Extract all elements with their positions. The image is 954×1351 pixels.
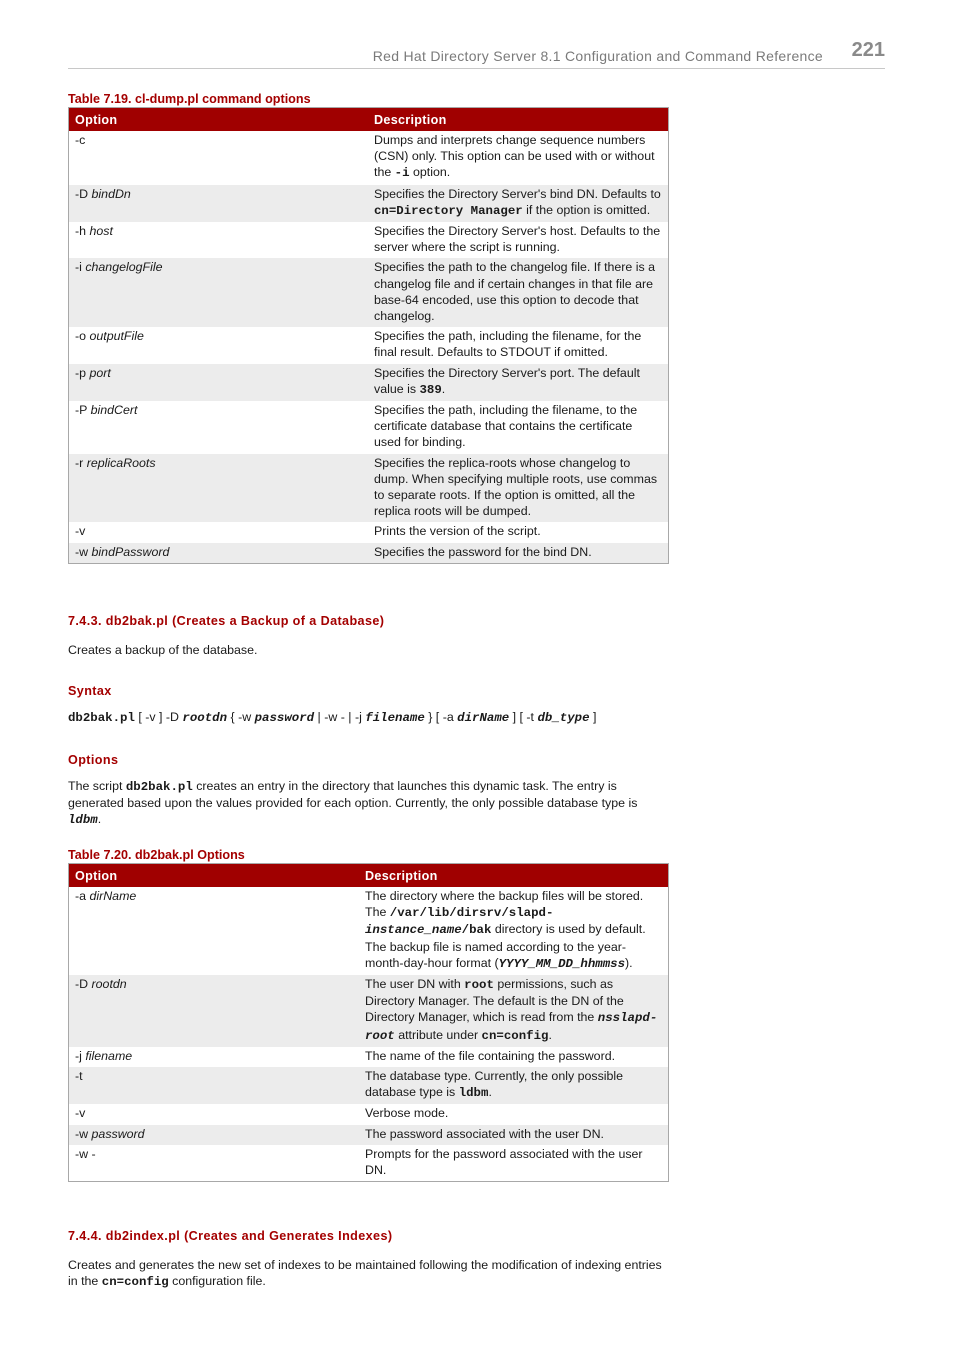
description-cell — [368, 401, 669, 454]
db2bak-options-table — [68, 863, 669, 1182]
option-flag: -w — [75, 544, 92, 559]
description-cell — [368, 454, 669, 523]
option-cell — [69, 1145, 360, 1182]
inline-code: /bak — [461, 923, 492, 938]
table-row — [69, 327, 669, 363]
option-argument: bindDn — [91, 186, 131, 201]
description-cell — [368, 258, 669, 327]
table-header-row — [69, 108, 669, 132]
option-flag: -o — [75, 329, 90, 344]
description-text: Prints the version of the script. — [374, 524, 541, 539]
option-cell — [69, 975, 360, 1047]
table-body — [69, 131, 669, 563]
description-cell — [359, 887, 669, 975]
table-caption: Table 7.20. db2bak.pl Options — [68, 848, 245, 862]
syntax-text: | -w - | -j — [314, 710, 366, 724]
option-argument: filename — [85, 1048, 133, 1063]
description-cell — [368, 543, 669, 564]
column-header-option: Option — [69, 108, 369, 132]
option-flag: -D — [75, 186, 92, 201]
table-row — [69, 258, 669, 327]
column-header-description: Description — [359, 864, 669, 888]
page-number: 221 — [851, 39, 885, 61]
option-cell — [69, 401, 369, 454]
description-cell — [368, 185, 669, 222]
syntax-arg: rootdn — [182, 711, 228, 725]
option-argument: changelogFile — [85, 260, 163, 275]
description-text: Specifies the password for the bind DN. — [374, 544, 592, 559]
table-row — [69, 975, 669, 1047]
description-text: directory is used by default. The backup file is named according to the year-month-day-hour format ( — [365, 922, 646, 970]
paragraph-text: The script — [68, 779, 126, 793]
option-cell — [69, 1047, 360, 1067]
options-heading: Options — [68, 753, 119, 767]
description-cell — [368, 131, 669, 185]
paragraph-text: Creates and generates the new set of indexes to be maintained following the modification of indexing entries in the — [68, 1258, 662, 1289]
option-argument: replicaRoots — [86, 455, 156, 470]
table-row — [69, 1047, 669, 1067]
inline-code: 389 — [419, 382, 442, 397]
description-text: Specifies the path, including the filename, for the final result. Defaults to STDOUT if omitted. — [374, 329, 642, 360]
table-body — [69, 887, 669, 1182]
option-argument: outputFile — [89, 329, 144, 344]
option-cell — [69, 1104, 360, 1124]
option-cell — [69, 364, 369, 401]
description-text: The user DN with — [365, 977, 465, 992]
option-cell — [69, 185, 369, 222]
description-cell — [359, 1067, 669, 1104]
option-flag: -v — [75, 524, 86, 539]
option-cell — [69, 222, 369, 258]
description-cell — [368, 522, 669, 542]
description-cell — [368, 327, 669, 363]
option-cell — [69, 327, 369, 363]
description-text: attribute under — [394, 1027, 482, 1042]
option-flag: -i — [75, 260, 86, 275]
inline-code: db2bak.pl — [125, 780, 193, 794]
syntax-line — [68, 709, 678, 726]
inline-code: cn=config — [481, 1028, 549, 1043]
inline-value: ldbm — [68, 813, 98, 828]
description-text: Prompts for the password associated with the user DN. — [365, 1146, 643, 1178]
option-argument: port — [89, 365, 111, 380]
description-cell — [359, 1125, 669, 1145]
description-text: . — [488, 1085, 492, 1100]
option-cell — [69, 1067, 360, 1104]
option-cell — [69, 258, 369, 327]
table-row — [69, 522, 669, 542]
table-row — [69, 1104, 669, 1124]
description-cell — [368, 222, 669, 258]
option-flag: -D — [75, 977, 92, 992]
option-cell — [69, 454, 369, 523]
column-header-description: Description — [368, 108, 669, 132]
description-cell — [359, 975, 669, 1047]
column-header-option: Option — [69, 864, 360, 888]
inline-code: root — [464, 978, 494, 993]
description-text: The password associated with the user DN. — [365, 1126, 604, 1141]
option-flag: -c — [75, 133, 86, 147]
description-text: Specifies the path to the changelog file. If there is a changelog file and if certain changes in that file are base-64 encoded, use this option to decode that changelog. — [374, 260, 656, 324]
option-argument: bindCert — [90, 403, 138, 418]
syntax-arg: dirName — [457, 711, 510, 725]
option-flag: -r — [75, 455, 87, 470]
option-flag: -a — [75, 889, 90, 903]
table-row — [69, 454, 669, 523]
section-paragraph — [68, 1257, 668, 1290]
syntax-text: } [ -a — [424, 710, 458, 724]
table-row — [69, 364, 669, 401]
description-text: Verbose mode. — [365, 1106, 449, 1121]
description-text: permissions, such as Directory Manager. The default is the DN of the Directory Manager, which is read from the — [365, 977, 624, 1025]
syntax-text: [ -v ] -D — [134, 710, 183, 724]
option-cell — [69, 887, 360, 975]
inline-code: cn=Directory Manager — [374, 203, 523, 218]
paragraph-text: creates an entry in the directory that launches this dynamic task. The entry is generated based upon the values provided for each option. Currently, the only possible database type is — [68, 779, 638, 811]
table-row — [69, 1125, 669, 1145]
command-name: db2bak.pl — [68, 711, 135, 725]
cl-dump-options-table — [68, 107, 669, 564]
table-row — [69, 185, 669, 222]
table-row — [69, 543, 669, 564]
description-cell — [359, 1047, 669, 1067]
paragraph-text: . — [97, 812, 102, 827]
table-row — [69, 131, 669, 185]
option-flag: -t — [75, 1069, 83, 1084]
syntax-text: ] [ -t — [509, 710, 538, 724]
syntax-arg: db_type — [537, 711, 590, 725]
syntax-arg: filename — [365, 711, 425, 725]
option-argument: bindPassword — [91, 544, 170, 559]
inline-value: YYYY_MM_DD_hhmmss — [498, 956, 625, 971]
description-text: . — [548, 1027, 552, 1042]
description-cell — [359, 1145, 669, 1182]
option-argument: host — [89, 224, 113, 239]
description-text: The database type. Currently, the only possible database type is — [365, 1069, 624, 1100]
description-cell — [368, 364, 669, 401]
description-text: Specifies the Directory Server's host. Defaults to the server where the script is running. — [374, 224, 661, 255]
description-text: The name of the file containing the password. — [365, 1048, 616, 1063]
inline-code: ldbm — [458, 1086, 489, 1101]
table-row — [69, 1145, 669, 1182]
section-heading: 7.4.3. db2bak.pl (Creates a Backup of a Database) — [68, 614, 385, 628]
syntax-text: { -w — [227, 710, 255, 724]
option-cell — [69, 131, 369, 185]
description-text: ). — [625, 955, 633, 970]
inline-code: /var/lib/dirsrv/slapd- — [389, 906, 554, 921]
syntax-heading: Syntax — [68, 684, 112, 698]
inline-value: nsslapd-root — [365, 1011, 658, 1043]
option-argument: dirName — [89, 889, 137, 903]
description-text: Dumps and interprets change sequence numbers (CSN) only. This option can be used with or without the — [374, 133, 655, 180]
table-row — [69, 887, 669, 975]
option-cell — [69, 1125, 360, 1145]
description-cell — [359, 1104, 669, 1124]
description-text: Specifies the Directory Server's port. The default value is — [374, 365, 640, 396]
inline-code: cn=config — [101, 1275, 169, 1290]
option-flag: -v — [75, 1106, 86, 1121]
option-cell — [69, 522, 369, 542]
description-text: if the option is omitted. — [522, 202, 651, 217]
option-argument: password — [91, 1126, 145, 1141]
description-text: Specifies the path, including the filename, to the certificate database that contains the certificate used for binding. — [374, 403, 638, 450]
option-flag: -p — [75, 365, 90, 380]
option-flag: -w - — [75, 1146, 96, 1161]
description-text: Specifies the Directory Server's bind DN. Defaults to — [374, 186, 661, 201]
table-row — [69, 1067, 669, 1104]
syntax-text: ] — [589, 710, 597, 724]
option-cell — [69, 543, 369, 564]
section-intro: Creates a backup of the database. — [68, 643, 258, 657]
paragraph-text: configuration file. — [168, 1274, 266, 1289]
inline-code-italic: instance_name — [365, 923, 462, 938]
description-text: option. — [409, 165, 451, 180]
table-caption: Table 7.19. cl-dump.pl command options — [68, 92, 311, 106]
description-text: . — [441, 381, 446, 396]
section-heading: 7.4.4. db2index.pl (Creates and Generates Indexes) — [68, 1229, 393, 1243]
table-row — [69, 222, 669, 258]
description-text: The directory where the backup files will be stored. The — [365, 889, 644, 920]
description-text: Specifies the replica-roots whose changelog to dump. When specifying multiple roots, use commas to separate roots. If the option is omitted, all the replica roots will be dumped. — [374, 455, 658, 519]
option-flag: -w — [75, 1126, 92, 1141]
options-paragraph — [68, 778, 673, 829]
option-flag: -j — [75, 1048, 86, 1063]
table-header-row — [69, 864, 669, 888]
document-title: Red Hat Directory Server 8.1 Configuration and Command Reference — [372, 48, 823, 64]
syntax-arg: password — [254, 711, 315, 725]
table-row — [69, 401, 669, 454]
page-header — [68, 39, 885, 69]
option-flag: -h — [75, 224, 90, 239]
option-flag: -P — [75, 403, 91, 418]
inline-code: -i — [394, 166, 410, 181]
option-argument: rootdn — [91, 977, 127, 992]
